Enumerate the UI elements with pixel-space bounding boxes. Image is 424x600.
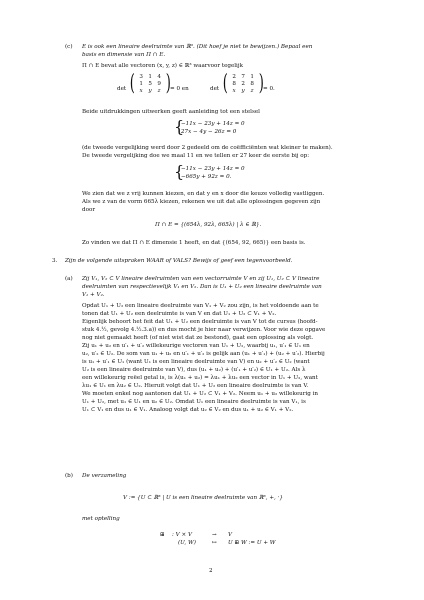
- a-statement-line-2: deelruimten van respectievelijk V₁ en V₂. Dan is U₁ + U₂ een lineaire deelruimte van: [82, 284, 322, 290]
- c-free-2: Als we z van de vorm 665λ kiezen, rekenen we uit dat alle oplossingen gegeven zijn: [82, 199, 321, 205]
- c-statement-line-1: E is ook een lineaire deelruimte van ℝ³. (Dit hoef je niet te bewijzen.) Bepaal een: [82, 44, 313, 50]
- item-label-a: (a): [65, 276, 73, 282]
- b-set-definition: V := {U ⊂ ℝ³ | U is een lineaire deelruimte van ℝ³, +, ·}: [123, 495, 283, 501]
- matrix-entry: x: [232, 88, 236, 94]
- page-number: 2: [209, 568, 213, 574]
- matrix-entry: 3: [139, 74, 143, 80]
- op-row-1-right: V: [228, 532, 233, 538]
- op-row-2-arrow: ↦: [212, 540, 217, 546]
- matrix-entry: y: [148, 88, 152, 94]
- det-word-1: det: [117, 86, 127, 92]
- b-statement: De verzameling: [82, 473, 127, 479]
- matrix-entry: 2: [241, 81, 245, 87]
- op-row-1-arrow: →: [212, 532, 217, 538]
- matrix-entry: 8: [250, 81, 254, 87]
- matrix-entry: z: [250, 88, 254, 94]
- c-conclusion: Zo vinden we dat Π ∩ E dimensie 1 heeft, en dat {(654, 92, 665)} een basis is.: [82, 240, 306, 246]
- a-proof-line: is u₁ + u′₁ ∈ U₁ (want U₁ is een lineaire deelruimte van V) en u₂ + u′₂ ∈ U₂ (want: [82, 359, 310, 365]
- eq-zero-and: = 0 en: [170, 86, 189, 92]
- system-2-row-1: −11x − 23y + 14z = 0: [181, 166, 245, 172]
- determinant-matrix-1: ( 3 1 4 1 5 9 x y z ): [129, 71, 171, 96]
- item-label-c: (c): [65, 44, 73, 50]
- op-row-2-right: U ⊞ W := U + W: [228, 540, 276, 546]
- question-number-3: 3.: [52, 258, 58, 264]
- c-expand-text: Beide uitdrukkingen uitwerken geeft aanleiding tot een stelsel: [82, 109, 260, 115]
- a-proof-line: nog niet gemaakt heeft (of niet wist dat ze bestond), gaat een oplossing als volgt.: [82, 335, 314, 341]
- a-proof-line: Eigenlijk behoort het feit dat U₁ + U₂ een deelruimte is van V tot de cursus (hoofd-: [82, 319, 318, 325]
- matrix-entry: 1: [139, 81, 143, 87]
- matrix-entry: 2: [232, 74, 236, 80]
- matrix-entry: x: [139, 88, 143, 94]
- c-intro: Π ∩ E bevat alle vectoren (x, y, z) ∈ ℝ³ waarvoor tegelijk: [82, 63, 243, 69]
- matrix-entry: y: [241, 88, 245, 94]
- det1-entries: [137, 74, 164, 94]
- op-row-1-left: : V × V: [172, 532, 192, 538]
- a-proof-line: tonen dat U₁ + U₂ een deelruimte is van V en dat U₁ + U₂ ⊂ V₁ + V₂.: [82, 311, 277, 317]
- matrix-entry: 7: [241, 74, 245, 80]
- determinant-matrix-2: ( 2 7 1 8 2 8 x y z ): [222, 71, 264, 96]
- c-remark-2: De tweede vergelijking doe we maal 11 en we tellen er 27 keer de eerste bij op:: [82, 153, 310, 159]
- solution-set: Π ∩ E = {(654λ, 92λ, 665λ) | λ ∈ ℝ}.: [155, 222, 262, 228]
- det-word-2: det: [210, 86, 220, 92]
- a-statement-line-3: V₁ + V₂.: [82, 292, 105, 298]
- a-proof-line: u₂, u′₂ ∈ U₂. De som van u₁ + u₂ en u′₁ + u′₂ is gelijk aan (u₁ + u′₁) + (u₂ + u′₂). Hierbij: [82, 351, 325, 357]
- matrix-entry: 5: [148, 81, 152, 87]
- a-proof-line: λu₁ ∈ U₁ en λu₂ ∈ U₂. Hieruit volgt dat U₁ + U₂ een lineaire deelruimte is van V.: [82, 383, 309, 389]
- op-row-2-left: (U, W): [178, 540, 196, 546]
- a-proof-line: U₁ ⊂ V₁ en dus u₁ ∈ V₁. Analoog volgt dat u₂ ∈ V₂ en dus u₁ + u₂ ∈ V₁ + V₂.: [82, 407, 294, 413]
- matrix-entry: 9: [157, 81, 161, 87]
- a-proof-line: Opdat U₁ + U₂ een lineaire deelruimte van V₁ + V₂ zou zijn, is het voldoende aan te: [82, 303, 319, 309]
- b-with-addition: met optelling: [82, 516, 120, 522]
- a-proof-line: stuk 4.½, gevolg 4.½.3.a)) en dus mocht je hier naar verwijzen. Voor wie deze opgave: [82, 327, 326, 333]
- det2-entries: [230, 74, 257, 94]
- c-remark-1: (de tweede vergelijking werd door 2 gedeeld om de coëfficiënten wat kleiner te maken).: [82, 145, 333, 151]
- eq-zero-end: = 0.: [263, 86, 275, 92]
- a-proof-line: U₂ is een lineaire deelruimte van V), dus (u₁ + u₂) + (u′₁ + u′₂) ∈ U₁ + U₂. Als λ: [82, 367, 306, 373]
- system-1-row-2: 27x − 4y − 26z = 0: [181, 129, 237, 135]
- matrix-entry: 1: [148, 74, 152, 80]
- c-free-3: door: [82, 207, 95, 213]
- matrix-entry: 8: [232, 81, 236, 87]
- question-3-title: Zijn de volgende uitspraken WAAR of VALS? Bewijs of geef een tegenvoorbeeld.: [65, 258, 293, 264]
- a-proof-line: U₁ + U₂, met u₁ ∈ U₁ en u₂ ∈ U₂. Omdat U₁ een lineaire deelruimte is van V₁, is: [82, 399, 306, 405]
- a-proof-line: Zij u₁ + u₂ en u′₁ + u′₂ willekeurige vectoren van U₁ + U₂, waarbij u₁, u′₁ ∈ U₁ en: [82, 343, 310, 349]
- a-proof-line: een willekeurig reëel getal is, is λ(u₁ + u₂) = λu₁ + λu₂ een vector in U₁ + U₂, want: [82, 375, 318, 381]
- matrix-entry: 4: [157, 74, 161, 80]
- system-1-brace: {: [174, 117, 185, 136]
- matrix-entry: 1: [250, 74, 254, 80]
- c-free-1: We zien dat we z vrij kunnen kiezen, en dat y en x door die keuze volledig vastliggen.: [82, 191, 325, 197]
- a-statement-line-1: Zij V₁, V₂ ⊂ V lineaire deelruimten van een vectorruimte V en zij U₁, U₂ ⊂ V lineaire: [82, 276, 320, 282]
- system-2-row-2: −665y + 92z = 0.: [181, 174, 232, 180]
- matrix-entry: z: [157, 88, 161, 94]
- system-1-row-1: −11x − 23y + 14z = 0: [181, 121, 245, 127]
- a-proof-line: We moeten enkel nog aantonen dat U₁ + U₂ ⊂ V₁ + V₂. Neem u₁ + u₂ willekeurig in: [82, 391, 318, 397]
- item-label-b: (b): [65, 473, 73, 479]
- system-2-brace: {: [174, 162, 185, 181]
- c-statement-line-2: basis en dimensie van Π ∩ E.: [82, 52, 166, 58]
- op-symbol: ⊞: [160, 532, 165, 538]
